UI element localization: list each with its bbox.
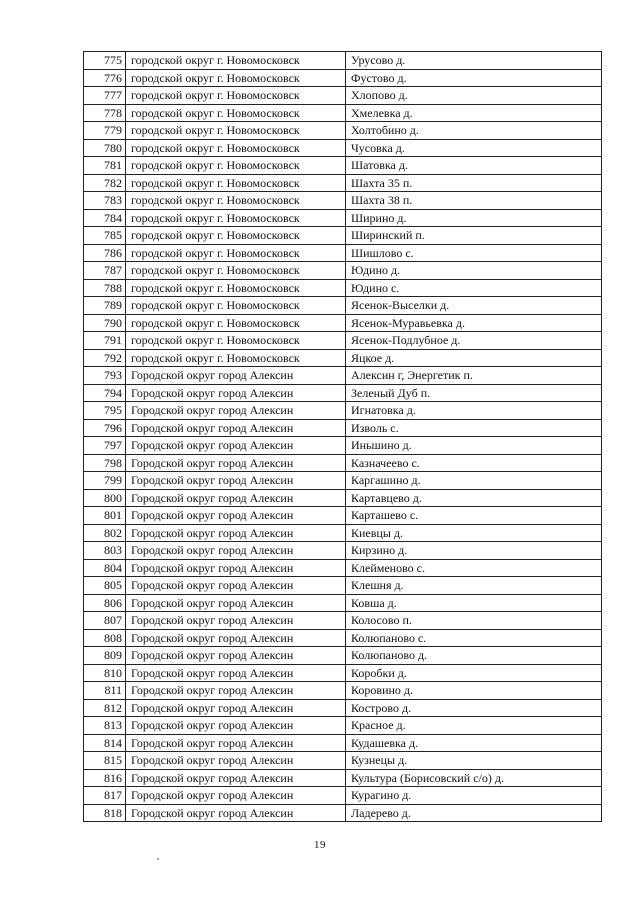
district-cell: городской округ г. Новомосковск <box>126 279 346 297</box>
table-row <box>84 542 602 560</box>
row-number-cell: 797 <box>84 437 126 455</box>
table-row <box>84 52 602 70</box>
locality-cell: Ковша д. <box>346 594 602 612</box>
district-cell: Городской округ город Алексин <box>126 647 346 665</box>
locality-cell: Яцкое д. <box>346 349 602 367</box>
district-cell: Городской округ город Алексин <box>126 437 346 455</box>
locality-cell: Чусовка д. <box>346 139 602 157</box>
settlements-table <box>83 51 602 822</box>
table-row <box>84 734 602 752</box>
district-cell: городской округ г. Новомосковск <box>126 314 346 332</box>
row-number-cell: 810 <box>84 664 126 682</box>
locality-cell: Хмелевка д. <box>346 104 602 122</box>
district-cell: городской округ г. Новомосковск <box>126 87 346 105</box>
district-cell: Городской округ город Алексин <box>126 559 346 577</box>
district-cell: Городской округ город Алексин <box>126 507 346 525</box>
district-cell: городской округ г. Новомосковск <box>126 192 346 210</box>
table-row <box>84 384 602 402</box>
district-cell: Городской округ город Алексин <box>126 489 346 507</box>
table-row <box>84 349 602 367</box>
row-number-cell: 786 <box>84 244 126 262</box>
district-cell: Городской округ город Алексин <box>126 664 346 682</box>
locality-cell: Клешня д. <box>346 577 602 595</box>
district-cell: городской округ г. Новомосковск <box>126 157 346 175</box>
table-row <box>84 314 602 332</box>
row-number-cell: 780 <box>84 139 126 157</box>
district-cell: Городской округ город Алексин <box>126 542 346 560</box>
locality-cell: Коробки д. <box>346 664 602 682</box>
locality-cell: Ширино д. <box>346 209 602 227</box>
table-row <box>84 507 602 525</box>
table-row <box>84 192 602 210</box>
table-row <box>84 664 602 682</box>
district-cell: городской округ г. Новомосковск <box>126 52 346 70</box>
row-number-cell: 795 <box>84 402 126 420</box>
row-number-cell: 816 <box>84 769 126 787</box>
locality-cell: Урусово д. <box>346 52 602 70</box>
row-number-cell: 798 <box>84 454 126 472</box>
locality-cell: Юдино с. <box>346 279 602 297</box>
table-row <box>84 454 602 472</box>
row-number-cell: 799 <box>84 472 126 490</box>
district-cell: Городской округ город Алексин <box>126 472 346 490</box>
table-row <box>84 647 602 665</box>
locality-cell: Картавцево д. <box>346 489 602 507</box>
district-cell: Городской округ город Алексин <box>126 577 346 595</box>
table-row <box>84 104 602 122</box>
district-cell: Городской округ город Алексин <box>126 384 346 402</box>
district-cell: Городской округ город Алексин <box>126 752 346 770</box>
row-number-cell: 813 <box>84 717 126 735</box>
locality-cell: Культура (Борисовский с/о) д. <box>346 769 602 787</box>
locality-cell: Игнатовка д. <box>346 402 602 420</box>
district-cell: городской округ г. Новомосковск <box>126 244 346 262</box>
table-row <box>84 419 602 437</box>
locality-cell: Кострово д. <box>346 699 602 717</box>
table-row <box>84 437 602 455</box>
table-row <box>84 804 602 822</box>
district-cell: городской округ г. Новомосковск <box>126 332 346 350</box>
row-number-cell: 782 <box>84 174 126 192</box>
row-number-cell: 809 <box>84 647 126 665</box>
locality-cell: Холтобино д. <box>346 122 602 140</box>
row-number-cell: 802 <box>84 524 126 542</box>
locality-cell: Ясенок-Подлубное д. <box>346 332 602 350</box>
locality-cell: Колосово п. <box>346 612 602 630</box>
district-cell: Городской округ город Алексин <box>126 594 346 612</box>
district-cell: Городской округ город Алексин <box>126 787 346 805</box>
district-cell: Городской округ город Алексин <box>126 769 346 787</box>
row-number-cell: 804 <box>84 559 126 577</box>
district-cell: Городской округ город Алексин <box>126 524 346 542</box>
locality-cell: Изволь с. <box>346 419 602 437</box>
table-row <box>84 524 602 542</box>
locality-cell: Карташево с. <box>346 507 602 525</box>
row-number-cell: 778 <box>84 104 126 122</box>
table-row <box>84 367 602 385</box>
locality-cell: Кудашевка д. <box>346 734 602 752</box>
locality-cell: Ширинский п. <box>346 227 602 245</box>
row-number-cell: 818 <box>84 804 126 822</box>
row-number-cell: 812 <box>84 699 126 717</box>
row-number-cell: 806 <box>84 594 126 612</box>
district-cell: городской округ г. Новомосковск <box>126 209 346 227</box>
row-number-cell: 775 <box>84 52 126 70</box>
table-row <box>84 262 602 280</box>
page-number: 19 <box>314 839 326 851</box>
locality-cell: Каргашино д. <box>346 472 602 490</box>
row-number-cell: 781 <box>84 157 126 175</box>
locality-cell: Зеленый Дуб п. <box>346 384 602 402</box>
district-cell: Городской округ город Алексин <box>126 734 346 752</box>
table-row <box>84 297 602 315</box>
row-number-cell: 805 <box>84 577 126 595</box>
district-cell: Городской округ город Алексин <box>126 717 346 735</box>
scan-speck <box>157 858 159 860</box>
table-row <box>84 682 602 700</box>
row-number-cell: 793 <box>84 367 126 385</box>
district-cell: Городской округ город Алексин <box>126 699 346 717</box>
district-cell: Городской округ город Алексин <box>126 454 346 472</box>
row-number-cell: 811 <box>84 682 126 700</box>
locality-cell: Колюпаново с. <box>346 629 602 647</box>
table-row <box>84 612 602 630</box>
table-row <box>84 209 602 227</box>
locality-cell: Хлопово д. <box>346 87 602 105</box>
locality-cell: Ясенок-Муравьевка д. <box>346 314 602 332</box>
row-number-cell: 801 <box>84 507 126 525</box>
district-cell: Городской округ город Алексин <box>126 419 346 437</box>
row-number-cell: 791 <box>84 332 126 350</box>
locality-cell: Красное д. <box>346 717 602 735</box>
row-number-cell: 785 <box>84 227 126 245</box>
table-row <box>84 752 602 770</box>
table-row <box>84 174 602 192</box>
table-row <box>84 402 602 420</box>
table-row <box>84 332 602 350</box>
table-row <box>84 787 602 805</box>
locality-cell: Юдино д. <box>346 262 602 280</box>
locality-cell: Фустово д. <box>346 69 602 87</box>
locality-cell: Шахта 35 п. <box>346 174 602 192</box>
district-cell: городской округ г. Новомосковск <box>126 262 346 280</box>
table-row <box>84 489 602 507</box>
locality-cell: Коровино д. <box>346 682 602 700</box>
row-number-cell: 790 <box>84 314 126 332</box>
locality-cell: Кузнецы д. <box>346 752 602 770</box>
locality-cell: Курагино д. <box>346 787 602 805</box>
table-row <box>84 157 602 175</box>
row-number-cell: 787 <box>84 262 126 280</box>
row-number-cell: 789 <box>84 297 126 315</box>
row-number-cell: 815 <box>84 752 126 770</box>
district-cell: Городской округ город Алексин <box>126 804 346 822</box>
table-row <box>84 87 602 105</box>
locality-cell: Шишлово с. <box>346 244 602 262</box>
table-row <box>84 122 602 140</box>
table-row <box>84 279 602 297</box>
table-row <box>84 629 602 647</box>
district-cell: городской округ г. Новомосковск <box>126 297 346 315</box>
table-row <box>84 244 602 262</box>
district-cell: городской округ г. Новомосковск <box>126 104 346 122</box>
table-row <box>84 594 602 612</box>
locality-cell: Алексин г, Энергетик п. <box>346 367 602 385</box>
table-row <box>84 769 602 787</box>
district-cell: городской округ г. Новомосковск <box>126 227 346 245</box>
district-cell: Городской округ город Алексин <box>126 629 346 647</box>
table-row <box>84 227 602 245</box>
locality-cell: Шатовка д. <box>346 157 602 175</box>
row-number-cell: 796 <box>84 419 126 437</box>
table-row <box>84 559 602 577</box>
row-number-cell: 784 <box>84 209 126 227</box>
row-number-cell: 794 <box>84 384 126 402</box>
row-number-cell: 792 <box>84 349 126 367</box>
row-number-cell: 788 <box>84 279 126 297</box>
locality-cell: Казначеево с. <box>346 454 602 472</box>
row-number-cell: 776 <box>84 69 126 87</box>
district-cell: городской округ г. Новомосковск <box>126 139 346 157</box>
row-number-cell: 814 <box>84 734 126 752</box>
district-cell: Городской округ город Алексин <box>126 402 346 420</box>
table-body <box>84 52 602 822</box>
district-cell: Городской округ город Алексин <box>126 612 346 630</box>
row-number-cell: 808 <box>84 629 126 647</box>
district-cell: Городской округ город Алексин <box>126 367 346 385</box>
row-number-cell: 803 <box>84 542 126 560</box>
district-cell: городской округ г. Новомосковск <box>126 69 346 87</box>
district-cell: Городской округ город Алексин <box>126 682 346 700</box>
row-number-cell: 807 <box>84 612 126 630</box>
locality-cell: Кирзино д. <box>346 542 602 560</box>
table-row <box>84 699 602 717</box>
table-row <box>84 139 602 157</box>
row-number-cell: 800 <box>84 489 126 507</box>
table-row <box>84 69 602 87</box>
locality-cell: Колюпаново д. <box>346 647 602 665</box>
locality-cell: Ясенок-Выселки д. <box>346 297 602 315</box>
locality-cell: Киевцы д. <box>346 524 602 542</box>
table-row <box>84 472 602 490</box>
locality-cell: Иньшино д. <box>346 437 602 455</box>
table-row <box>84 717 602 735</box>
district-cell: городской округ г. Новомосковск <box>126 349 346 367</box>
district-cell: городской округ г. Новомосковск <box>126 122 346 140</box>
row-number-cell: 783 <box>84 192 126 210</box>
row-number-cell: 817 <box>84 787 126 805</box>
locality-cell: Шахта 38 п. <box>346 192 602 210</box>
row-number-cell: 777 <box>84 87 126 105</box>
row-number-cell: 779 <box>84 122 126 140</box>
district-cell: городской округ г. Новомосковск <box>126 174 346 192</box>
table-row <box>84 577 602 595</box>
locality-cell: Ладерево д. <box>346 804 602 822</box>
locality-cell: Клейменово с. <box>346 559 602 577</box>
